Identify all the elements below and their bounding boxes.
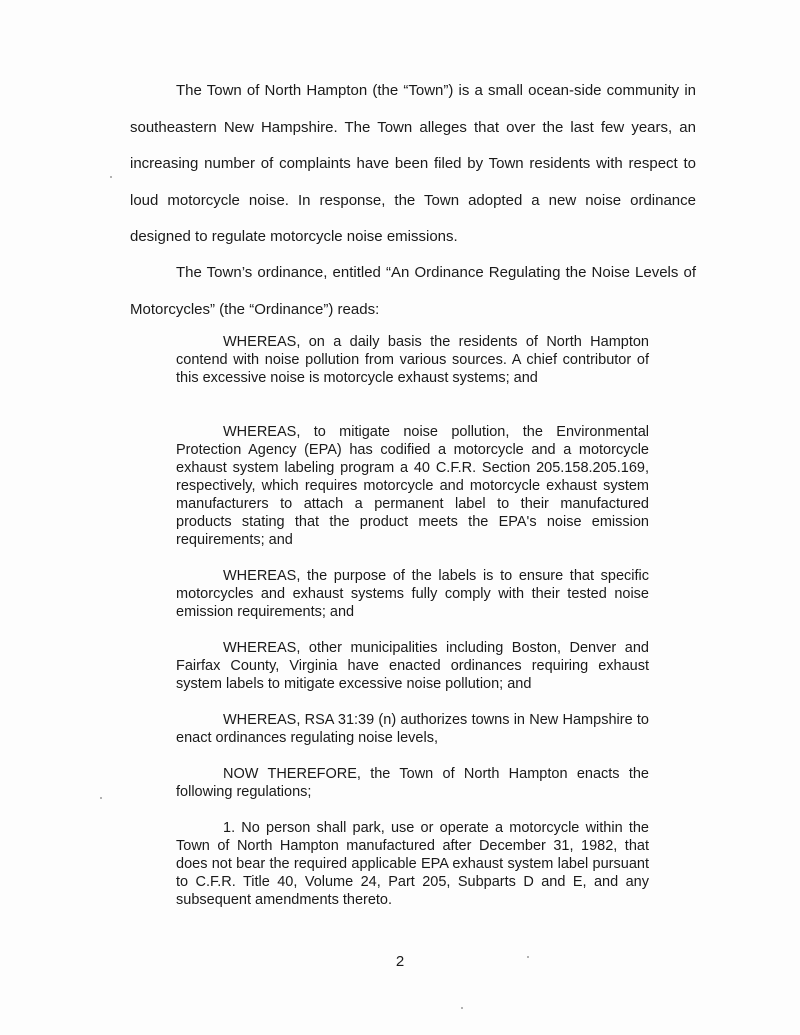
scan-speck bbox=[527, 956, 529, 958]
ordinance-clause: WHEREAS, other municipalities including Boston, Denver and Fairfax County, Virginia have enacted ordinances requiring exhaust system labels to mitigate excessive noise pollution; and bbox=[176, 640, 649, 692]
scan-speck bbox=[100, 797, 102, 799]
body-paragraph: The Town of North Hampton (the “Town”) is a small ocean-side community in southeastern New Hampshire. The Town alleges that over the last few years, an increasing number of complaints have been filed by Town residents with respect to loud motorcycle noise. In response, the Town adopted a new noise ordinance designed to regulate motorcycle noise emissions. bbox=[130, 82, 696, 245]
ordinance-clause: NOW THEREFORE, the Town of North Hampton enacts the following regulations; bbox=[176, 766, 649, 800]
ordinance-clause: WHEREAS, to mitigate noise pollution, the Environmental Protection Agency (EPA) has codified a motorcycle and a motorcycle exhaust system labeling program a 40 C.F.R. Section 205.158.205.169, respectively, which requires motorcycle and motorcycle exhaust system manufacturers to attach a permanent label to their manufactured products stating that the product meets the EPA's noise emission requirements; and bbox=[176, 424, 649, 548]
ordinance-clause: WHEREAS, on a daily basis the residents of North Hampton contend with noise pollution from various sources. A chief contributor of this excessive noise is motorcycle exhaust systems; and bbox=[176, 334, 649, 386]
ordinance-clause: WHEREAS, RSA 31:39 (n) authorizes towns in New Hampshire to enact ordinances regulating noise levels, bbox=[176, 712, 649, 746]
scan-speck bbox=[110, 176, 112, 178]
page-number: 2 bbox=[395, 953, 405, 970]
ordinance-regulation: 1. No person shall park, use or operate a motorcycle within the Town of North Hampton manufactured after December 31, 1982, that does not bear the required applicable EPA exhaust system label pursuant to C.F.R. Title 40, Volume 24, Part 205, Subparts D and E, and any subsequent amendments thereto. bbox=[176, 820, 649, 908]
scan-speck bbox=[461, 1007, 463, 1009]
body-paragraph: The Town’s ordinance, entitled “An Ordinance Regulating the Noise Levels of Motorcycles” (the “Ordinance”) reads: bbox=[130, 264, 696, 318]
ordinance-clause: WHEREAS, the purpose of the labels is to ensure that specific motorcycles and exhaust systems fully comply with their tested noise emission requirements; and bbox=[176, 568, 649, 620]
